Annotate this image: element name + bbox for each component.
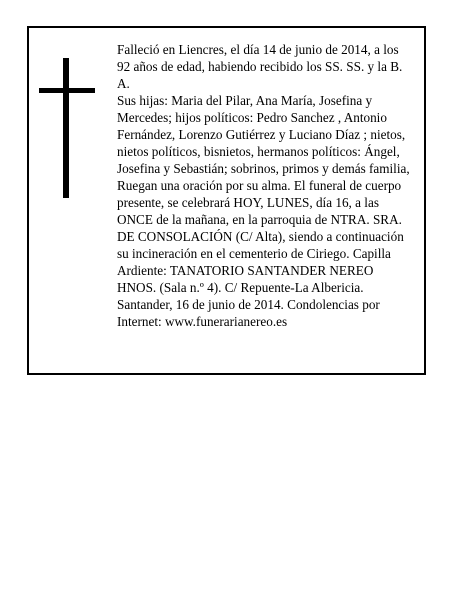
obituary-text [117,41,415,330]
latin-cross-icon [39,58,95,198]
obituary-paragraph-death: Falleció en Liencres, el día 14 de junio de 2014, a los 92 años de edad, habiendo recibido los SS. SS. y la B. A. [117,42,403,91]
obituary-paragraph-family-funeral: Sus hijas: Maria del Pilar, Ana María, Josefina y Mercedes; hijos políticos: Pedro Sanchez , Antonio Fernández, Lorenzo Gutiérrez y Luciano Díaz ; nietos, nietos políticos, bisnietos, hermanos políticos: Ángel, Josefina y Sebastián; sobrinos, primos y demás familia, Ruegan una oración por su alma. El funeral de cuerpo presente, se celebrará HOY, LUNES, día 16, a las ONCE de la mañana, en la parroquia de NTRA. SRA. DE CONSOLACIÓN (C/ Alta), siendo a continuación su incineración en el cementerio de Ciriego. Capilla Ardiente: TANATORIO SANTANDER NEREO HNOS. (Sala n.º 4). C/ Repuente-La Albericia. Santander, 16 de junio de 2014. Condolencias por Internet: www.funerarianereo.es [117,93,410,329]
obituary-notice [27,26,426,375]
cross-horizontal-bar [39,88,95,93]
cross-vertical-bar [63,58,69,198]
